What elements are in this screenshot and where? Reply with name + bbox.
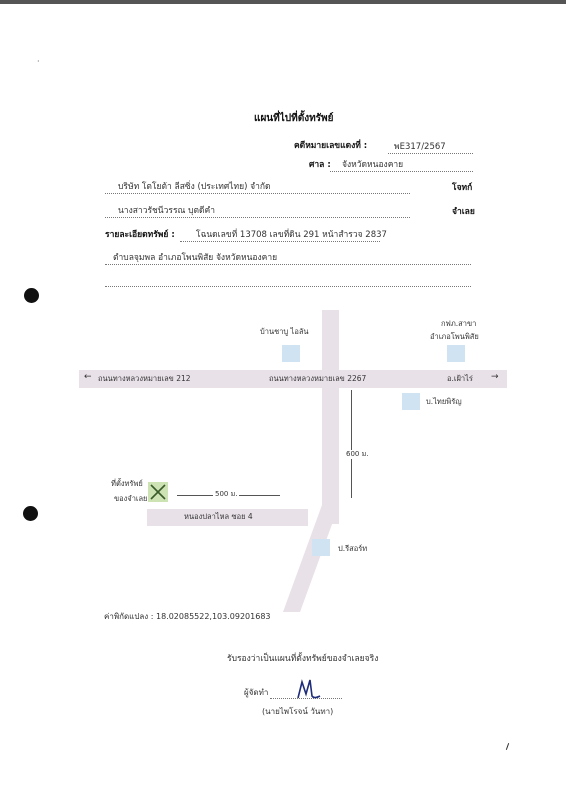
distance-horizontal-label: 500 ม. (215, 490, 238, 498)
house-label: บ้านชาบู ไอลัน (260, 327, 309, 336)
plaintiff-name: บริษัท โตโยต้า ลีสซิ่ง (ประเทศไทย) จำกัด (118, 182, 271, 192)
bank-label: บ.ไทยพิรัญ (426, 397, 462, 406)
vertical-road (322, 310, 339, 524)
scan-mark-top: · (37, 57, 40, 66)
punch-hole-bottom (23, 506, 38, 521)
property-marker-icon (148, 482, 168, 502)
diagonal-road (270, 500, 350, 615)
property-marker-label-1: ที่ตั้งทรัพย์ (111, 479, 143, 488)
page-title: แผนที่ไปที่ตั้งทรัพย์ (254, 113, 334, 124)
property-line2: ตำบลจุมพล อำเภอโพนพิสัย จังหวัดหนองคาย (113, 253, 278, 263)
bank-building-icon (402, 393, 420, 410)
coordinates: ค่าพิกัดแปลง : 18.02085522,103.09201683 (104, 612, 271, 621)
case-no-label: คดีหมายเลขแดงที่ : (294, 141, 368, 151)
arrow-right-icon: → (491, 372, 499, 382)
defendant-role: จำเลย (452, 207, 475, 217)
office-label-line1: กฟภ.สาขา (441, 319, 477, 328)
signature-mark (294, 678, 322, 702)
road-label-center: ถนนทางหลวงหมายเลข 2267 (269, 374, 367, 383)
drafter-label: ผู้จัดทำ (244, 688, 269, 697)
defendant-name: นางสาวรัชนีวรรณ บุตดีคำ (118, 206, 215, 216)
office-building-icon (447, 345, 465, 362)
property-line1: โฉนดเลขที่ 13708 เลขที่ดิน 291 หน้าสำรวจ 2837 (196, 230, 387, 240)
property-dots-2 (105, 264, 471, 265)
house-building-icon (282, 345, 300, 362)
road-label-right: อ.เฝ้าไร่ (447, 374, 473, 383)
punch-hole-top (24, 288, 39, 303)
case-no-value: พE317/2567 (394, 142, 446, 152)
property-marker-label-2: ของจำเลย (114, 494, 148, 503)
court-label: ศาล : (309, 160, 331, 170)
property-label: รายละเอียดทรัพย์ : (105, 230, 175, 240)
road-label-left: ถนนทางหลวงหมายเลข 212 (98, 374, 191, 383)
plaintiff-dots (105, 193, 410, 194)
resort-building-icon (312, 539, 330, 556)
soi-label: หนองปลาไหล ซอย 4 (184, 512, 253, 521)
office-label-line2: อำเภอโพนพิสัย (430, 332, 479, 341)
plaintiff-role: โจทก์ (452, 183, 473, 193)
defendant-dots (105, 217, 410, 218)
signer-name: (นายไพโรจน์ วันทา) (262, 707, 334, 716)
scan-mark-bottom (506, 743, 509, 750)
resort-label: ป.รีสอร์ท (338, 544, 368, 553)
court-dots (330, 171, 473, 172)
property-dots-3 (105, 286, 471, 287)
distance-vertical-label: 600 ม. (346, 450, 369, 458)
case-no-dots (388, 153, 473, 154)
distance-line-vertical (351, 390, 352, 498)
certify-text: รับรองว่าเป็นแผนที่ตั้งทรัพย์ของจำเลยจริง (227, 654, 379, 664)
arrow-left-icon: ← (84, 372, 92, 382)
property-dots-1 (180, 241, 380, 242)
court-value: จังหวัดหนองคาย (342, 160, 404, 170)
scan-edge (0, 0, 566, 4)
